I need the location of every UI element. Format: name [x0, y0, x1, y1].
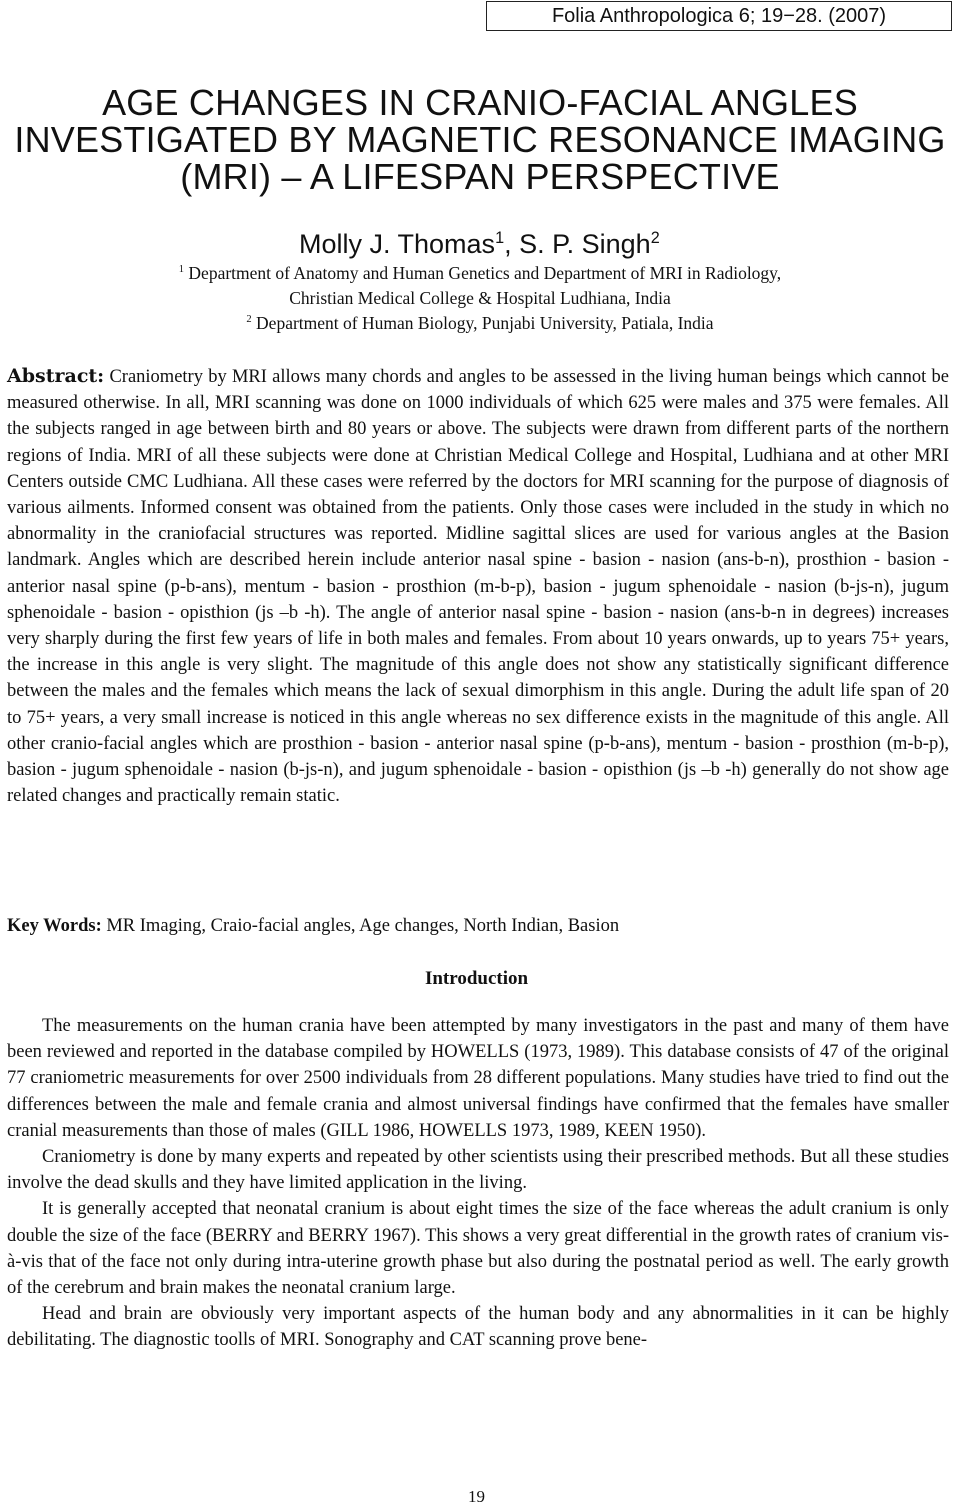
author-name: S. P. Singh [519, 229, 651, 259]
keywords-label: Key Words: [7, 916, 102, 936]
journal-citation: Folia Anthropologica 6; 19−28. (2007) [486, 1, 952, 31]
author-affiliation-mark: 1 [495, 229, 505, 247]
paragraph: Craniometry is done by many experts and repeated by other scientists using their prescribed methods. But all these studies involve the dead skulls and they have limited application in the living. [7, 1147, 949, 1194]
author-name: Molly J. Thomas [299, 229, 496, 259]
title-line: AGE CHANGES IN CRANIO-FACIAL ANGLES [102, 82, 858, 123]
abstract-label: Abstract: [7, 365, 105, 387]
affiliation-line [0, 311, 960, 336]
abstract-text: Craniometry by MRI allows many chords and angles to be assessed in the living human beings which cannot be measured otherwise. In all, MRI scanning was done on 1000 individuals of which 625 were males and 375 were females. All the subjects ranged in age between birth and 80 years or above. The subjects were drawn from different parts of the northern regions of India. MRI of all these subjects were done at Christian Medical College and Hospital, Ludhiana and at other MRI Centers outside CMC Ludhiana. All these cases were referred by the doctors for MRI scanning for the purpose of diagnosis of various ailments. Informed consent was obtained from the patients. Only those cases were included in the study in which no abnormality in the craniofacial structures was reported. Midline sagittal slices are used for various angles at the Basion landmark. Angles which are described herein include anterior nasal spine - basion - nasion (ans-b-n), prosthion - basion - anterior nasal spine (p-b-ans), mentum - basion - prosthion (m-b-p), basion - jugum sphenoidale - nasion (b-js-n), jugum sphenoidale - basion - opisthion (js –b -h). The angle of anterior nasal spine - basion - nasion (ans-b-n in degrees) increases very sharply during the first few years of life in both males and females. From about 10 years onwards, up to years 75+ years, the increase in this angle is very slight. The magnitude of this angle does not show any statistically significant difference between the males and the females which means the lack of sexual dimorphism in this angle. During the adult life span of 20 to 75+ years, a very small increase is noticed in this angle whereas no sex difference exists in the magnitude of this angle. All other cranio-facial angles which are prosthion - basion - anterior nasal spine (p-b-ans), mentum - basion - prosthion (m-b-p), basion - jugum sphenoidale - nasion (b-js-n), and jugum sphenoidale - basion - opisthion (js –b -h) generally do not show age related changes and practically remain static. [7, 367, 950, 807]
introduction-body [7, 1013, 949, 1354]
author-list [299, 228, 660, 260]
affiliations [0, 261, 960, 336]
affiliation-text: Christian Medical College & Hospital Ludhiana, India [289, 288, 671, 308]
paragraph: It is generally accepted that neonatal cranium is about eight times the size of the face whereas the adult cranium is only double the size of the face (BERRY and BERRY 1967). This shows a very great differential in the growth rates of cranium vis-à-vis that of the face not only during intra-uterine growth phase but also during the postnatal period as well. The early growth of the cerebrum and brain makes the neonatal cranium large. [7, 1199, 949, 1299]
page-number: 19 [468, 1487, 485, 1506]
affiliation-mark: 2 [246, 314, 252, 326]
affiliation-text: Department of Anatomy and Human Genetics and Department of MRI in Radiology, [188, 263, 782, 283]
abstract [7, 363, 949, 809]
affiliation-line [0, 261, 960, 286]
author-separator: , [504, 229, 520, 259]
paragraph: The measurements on the human crania have been attempted by many investigators in the past and many of them have been reviewed and reported in the database compiled by HOWELLS (1973, 1989). This database consists of 47 of the original 77 craniometric measurements for over 2500 individuals from 28 different populations. Many studies have tried to find out the differences between the male and female crania and almost universal findings have confirmed that the females have smaller cranial measurements than those of males (GILL 1986, HOWELLS 1973, 1989, KEEN 1950). [7, 1016, 949, 1141]
title-line: INVESTIGATED BY MAGNETIC RESONANCE IMAGING [14, 119, 946, 160]
author-affiliation-mark: 2 [650, 229, 660, 247]
paragraph: Head and brain are obviously very important aspects of the human body and any abnormalities in it can be highly debilitating. The diagnostic toolls of MRI. Sonography and CAT scanning prove bene- [7, 1304, 949, 1351]
keywords-text: MR Imaging, Craio-facial angles, Age changes, North Indian, Basion [106, 916, 620, 936]
title-line: (MRI) – A LIFESPAN PERSPECTIVE [180, 156, 780, 197]
keywords [7, 913, 949, 939]
affiliation-text: Department of Human Biology, Punjabi University, Patiala, India [256, 313, 714, 333]
affiliation-line [0, 286, 960, 311]
section-heading-introduction: Introduction [424, 968, 529, 989]
affiliation-mark: 1 [178, 264, 185, 276]
paper-title [0, 84, 960, 195]
